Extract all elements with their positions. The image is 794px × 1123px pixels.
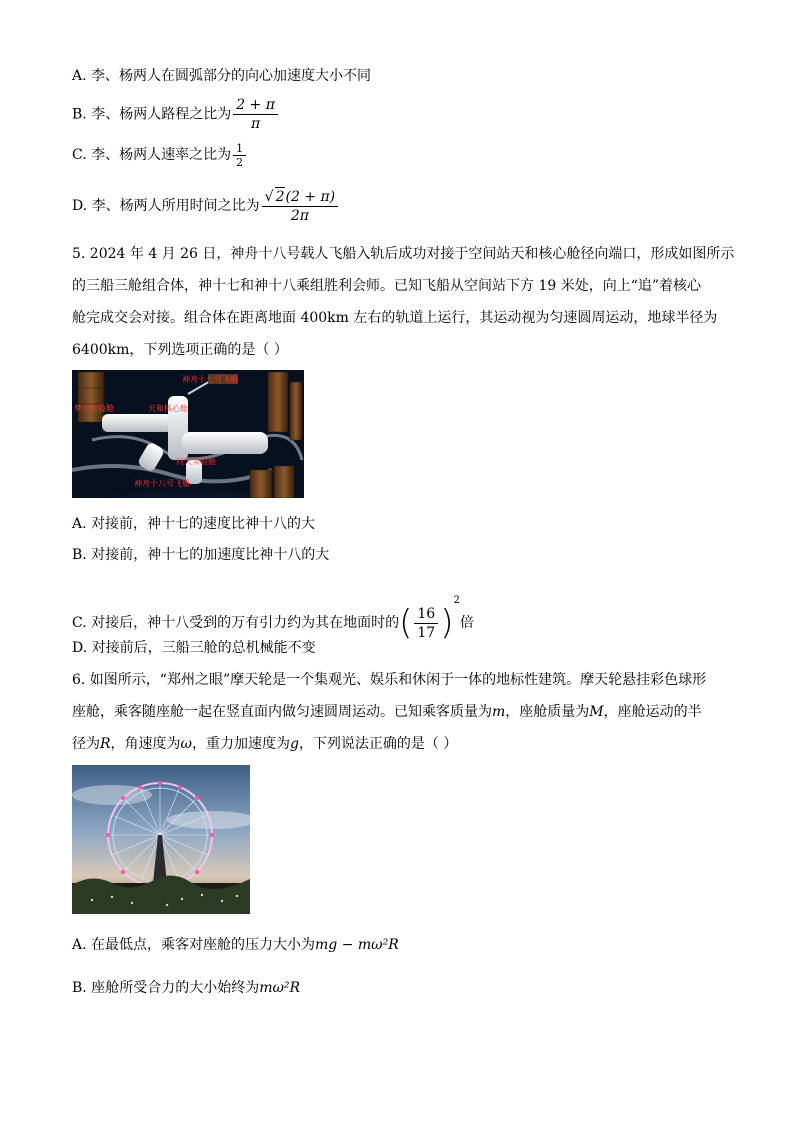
q4-option-c-fraction (233, 142, 246, 169)
q4-option-b-fraction (233, 96, 278, 133)
text-segment: ，座舱质量为 (505, 704, 590, 720)
text-segment: ，下列说法正确的是（ ） (298, 736, 458, 752)
fraction-numerator: 1 (233, 142, 246, 156)
label-mengtian: 梦天实验舱 (74, 404, 114, 413)
left-paren: ( (399, 603, 413, 643)
label-shenzhou-18: 神舟十八号飞船 (134, 479, 190, 488)
label-tianhe: 天和核心舱 (148, 404, 188, 413)
q4-option-b (72, 96, 280, 133)
q5-option-c-fraction (414, 605, 438, 642)
q5-text-line-4: 6400km，下列选项正确的是（ ） (72, 342, 288, 358)
q6-option-a-formula: mg − mω²R (315, 937, 399, 953)
q5-option-c (72, 578, 474, 646)
sqrt-symbol: √ (264, 189, 274, 205)
q4-option-c-text: C. 李、杨两人速率之比为 (72, 147, 232, 163)
text-segment: 径为 (72, 736, 100, 752)
q6-option-a (72, 935, 399, 955)
numerator-rest: (2 + π) (285, 189, 336, 205)
var-omega: ω (180, 736, 192, 752)
q4-option-c (72, 140, 248, 170)
q6-option-a-text: A. 在最低点，乘客对座舱的压力大小为 (72, 937, 316, 953)
space-station-image (72, 370, 304, 498)
fraction-numerator: 2 + π (233, 96, 278, 115)
right-paren: ) (440, 603, 454, 643)
q6-option-b-text: B. 座舱所受合力的大小始终为 (72, 980, 260, 996)
fraction-denominator: 2π (290, 208, 309, 224)
q5-text-line-2: 的三船三舱组合体，神十七和神十八乘组胜利会师。已知飞船从空间站下方 19 米处，向上“追”着核心 (72, 278, 702, 294)
fraction-denominator: π (250, 116, 261, 132)
fraction-numerator: 16 (414, 605, 438, 624)
q4-option-d (72, 186, 340, 226)
ferris-wheel-illustration (72, 765, 250, 914)
ferris-wheel-image (72, 765, 250, 914)
fraction-denominator: 17 (417, 624, 436, 641)
q5-option-c-text: C. 对接后，神十八受到的万有引力约为其在地面时的 (72, 615, 400, 631)
var-M: M (589, 704, 604, 720)
q4-option-d-fraction (262, 187, 339, 225)
q4-option-b-text: B. 李、杨两人路程之比为 (72, 106, 232, 123)
text-segment: ，重力加速度为 (191, 736, 290, 752)
var-R: R (100, 736, 111, 752)
label-wentian: 问天实验舱 (176, 457, 216, 466)
q5-text-line-3: 舱完成交会对接。组合体在距离地面 400km 左右的轨道上运行，其运动视为匀速圆周运动，地球半径为 (72, 310, 718, 326)
text-segment: 座舱，乘客随座舱一起在竖直面内做匀速圆周运动。已知乘客质量为 (72, 704, 492, 720)
q4-option-d-text: D. 李、杨两人所用时间之比为 (72, 198, 260, 214)
var-m: m (492, 704, 506, 720)
q6-text-line-1: 6. 如图所示，“郑州之眼”摩天轮是一个集观光、娱乐和休闲于一体的地标性建筑。摩天轮悬挂彩色球形 (72, 672, 707, 688)
q5-text-line-1: 5. 2024 年 4 月 26 日，神舟十八号载人飞船入轨后成功对接于空间站天和核心舱径向端口，形成如图所示 (72, 246, 735, 262)
q6-text-line-2 (72, 702, 702, 722)
sqrt-radicand: 2 (275, 189, 285, 205)
q4-option-a: A. 李、杨两人在圆弧部分的向心加速度大小不同 (72, 68, 372, 84)
q6-option-b-formula: mω²R (259, 980, 301, 996)
var-g: g (289, 736, 299, 752)
exponent: 2 (453, 595, 460, 606)
text-segment: ，角速度为 (110, 736, 181, 752)
text-segment: ，座舱运动的半 (603, 704, 702, 720)
label-shenzhou-17: 神舟十七号飞船 (182, 375, 238, 384)
q5-option-a: A. 对接前，神十七的速度比神十八的大 (72, 516, 316, 532)
q5-option-c-suffix: 倍 (459, 615, 474, 631)
q6-option-b (72, 978, 300, 998)
q6-text-line-3 (72, 734, 457, 754)
q5-option-d: D. 对接前后，三船三舱的总机械能不变 (72, 640, 316, 656)
fraction-numerator (262, 187, 339, 207)
fraction-denominator: 2 (236, 155, 244, 169)
q5-option-b: B. 对接前，神十七的加速度比神十八的大 (72, 547, 330, 563)
